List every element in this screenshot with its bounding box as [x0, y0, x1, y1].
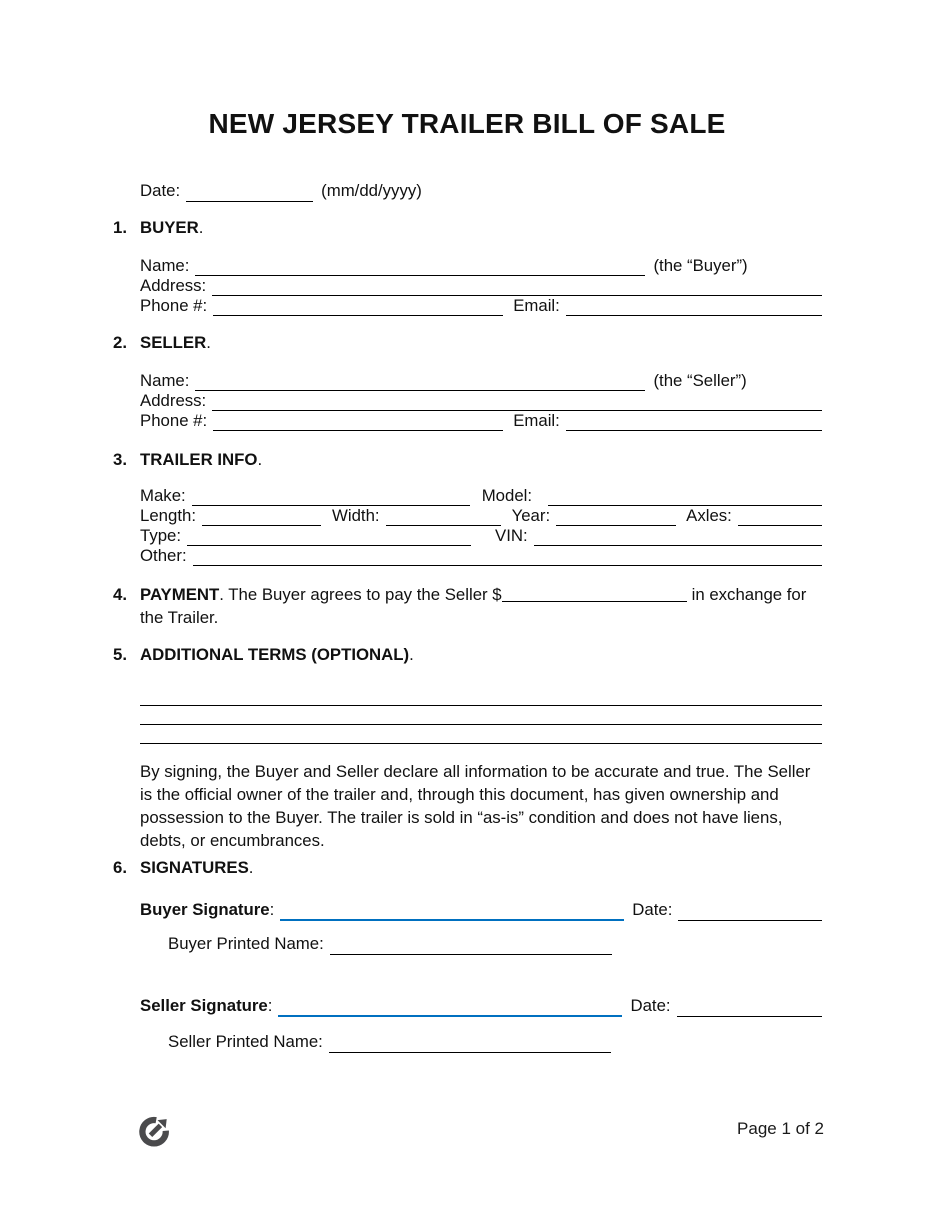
additional-terms-line-3[interactable]: [140, 725, 822, 744]
seller-address-label: Address:: [140, 391, 207, 410]
seller-email-input-line[interactable]: [566, 410, 822, 431]
buyer-name-label: Name:: [140, 256, 190, 275]
payment-section: [113, 583, 822, 629]
seller-address-row: [140, 391, 822, 411]
seller-signature-row: [140, 995, 822, 1017]
buyer-signature-row: [140, 899, 822, 921]
date-label: Date:: [140, 181, 181, 200]
buyer-section-period: .: [198, 218, 204, 237]
buyer-signature-input-line[interactable]: [280, 899, 624, 921]
buyer-signature-label: Buyer Signature: [140, 900, 270, 919]
trailer-make-input-line[interactable]: [192, 485, 470, 506]
seller-signature-date-input-line[interactable]: [677, 996, 822, 1017]
seller-fields: [0, 371, 934, 431]
terms-section-number: 5.: [113, 645, 127, 664]
buyer-address-label: Address:: [140, 276, 207, 295]
date-row: [140, 180, 822, 202]
buyer-signature-colon: :: [269, 900, 275, 919]
seller-name-suffix: (the “Seller”): [653, 371, 747, 390]
date-input-line[interactable]: [186, 181, 313, 202]
signatures-section-period: .: [248, 858, 254, 877]
signatures-section-number: 6.: [113, 858, 127, 877]
trailer-length-input-line[interactable]: [202, 505, 321, 526]
seller-signature-date-label: Date:: [630, 996, 671, 1015]
seller-section-heading: [113, 333, 934, 353]
seller-signature-colon: :: [267, 996, 273, 1015]
trailer-other-row: [140, 546, 822, 566]
payment-amount-input-line[interactable]: [502, 587, 687, 602]
buyer-printed-name-row: [168, 933, 822, 955]
trailer-section-number: 3.: [113, 450, 127, 469]
trailer-section-title: TRAILER INFO: [140, 450, 258, 469]
buyer-phone-input-line[interactable]: [213, 295, 503, 316]
trailer-axles-input-line[interactable]: [738, 505, 822, 526]
buyer-signature-date-label: Date:: [632, 900, 673, 919]
additional-terms-line-1[interactable]: [140, 687, 822, 706]
seller-signature-label: Seller Signature: [140, 996, 268, 1015]
additional-terms-line-2[interactable]: [140, 706, 822, 725]
trailer-year-input-line[interactable]: [556, 505, 676, 526]
seller-section-title: SELLER: [140, 333, 207, 352]
seller-printed-name-row: [168, 1031, 822, 1053]
buyer-section-title: BUYER: [140, 218, 199, 237]
buyer-address-input-line[interactable]: [212, 275, 822, 296]
payment-section-title: PAYMENT: [140, 585, 220, 604]
payment-text-before: . The Buyer agrees to pay the Seller $: [219, 585, 502, 604]
refresh-arrow-logo-icon: [137, 1108, 173, 1150]
document-title: NEW JERSEY TRAILER BILL OF SALE: [208, 108, 726, 139]
buyer-signature-date-input-line[interactable]: [678, 900, 822, 921]
trailer-type-vin-row: [140, 526, 822, 546]
buyer-name-row: [140, 256, 822, 276]
seller-name-input-line[interactable]: [195, 370, 645, 391]
trailer-axles-label: Axles:: [686, 506, 732, 525]
trailer-make-model-row: [140, 486, 822, 506]
seller-phone-row: [140, 411, 822, 431]
buyer-name-input-line[interactable]: [195, 255, 645, 276]
trailer-type-label: Type:: [140, 526, 182, 545]
trailer-model-label: Model:: [481, 486, 533, 505]
terms-section-period: .: [409, 645, 414, 664]
trailer-width-label: Width:: [332, 506, 380, 525]
trailer-fields: [0, 486, 934, 566]
buyer-phone-row: [140, 296, 822, 316]
trailer-year-label: Year:: [511, 506, 551, 525]
seller-phone-label: Phone #:: [140, 411, 208, 430]
trailer-model-input-line[interactable]: [548, 485, 822, 506]
terms-section-heading: [113, 645, 934, 665]
trailer-width-input-line[interactable]: [386, 505, 501, 526]
seller-section-period: .: [206, 333, 211, 352]
trailer-dimensions-row: [140, 506, 822, 526]
seller-phone-input-line[interactable]: [213, 410, 503, 431]
buyer-name-suffix: (the “Buyer”): [653, 256, 748, 275]
buyer-address-row: [140, 276, 822, 296]
seller-address-input-line[interactable]: [212, 390, 822, 411]
signatures-section-title: SIGNATURES: [140, 858, 249, 877]
seller-signature-input-line[interactable]: [278, 995, 622, 1017]
additional-terms-lines: [0, 687, 934, 744]
buyer-printed-name-label: Buyer Printed Name:: [168, 934, 324, 953]
signatures-section-heading: [113, 858, 934, 878]
buyer-email-label: Email:: [513, 296, 560, 315]
terms-section-title: ADDITIONAL TERMS (OPTIONAL): [140, 645, 410, 664]
trailer-vin-label: VIN:: [495, 526, 528, 545]
buyer-section-heading: [113, 218, 934, 238]
seller-email-label: Email:: [513, 411, 560, 430]
trailer-length-label: Length:: [140, 506, 196, 525]
seller-section-number: 2.: [113, 333, 127, 352]
trailer-make-label: Make:: [140, 486, 186, 505]
declaration-text: By signing, the Buyer and Seller declare all information to be accurate and true. The Seller is the official owner of the trailer and, through this document, has given ownership and possession to the Buyer. The trailer is sold in “as-is” condition and does not have liens, debts, or encumbrances.: [140, 762, 811, 850]
trailer-section-heading: [113, 450, 934, 470]
buyer-phone-label: Phone #:: [140, 296, 208, 315]
trailer-section-period: .: [257, 450, 263, 469]
page-number-label: Page 1 of 2: [737, 1119, 824, 1138]
buyer-printed-name-input-line[interactable]: [330, 934, 612, 955]
trailer-other-label: Other:: [140, 546, 187, 565]
seller-printed-name-input-line[interactable]: [329, 1032, 611, 1053]
buyer-section-number: 1.: [113, 218, 127, 237]
payment-section-number: 4.: [113, 585, 127, 604]
footer: [137, 1108, 824, 1150]
trailer-vin-input-line[interactable]: [534, 525, 822, 546]
payment-text-after: in exchange for the Trailer.: [140, 585, 807, 627]
seller-name-row: [140, 371, 822, 391]
trailer-other-input-line[interactable]: [193, 545, 822, 566]
trailer-type-input-line[interactable]: [187, 525, 471, 546]
date-format-hint: (mm/dd/yyyy): [321, 181, 422, 200]
seller-printed-name-label: Seller Printed Name:: [168, 1032, 323, 1051]
seller-name-label: Name:: [140, 371, 190, 390]
buyer-fields: [0, 256, 934, 316]
buyer-email-input-line[interactable]: [566, 295, 822, 316]
